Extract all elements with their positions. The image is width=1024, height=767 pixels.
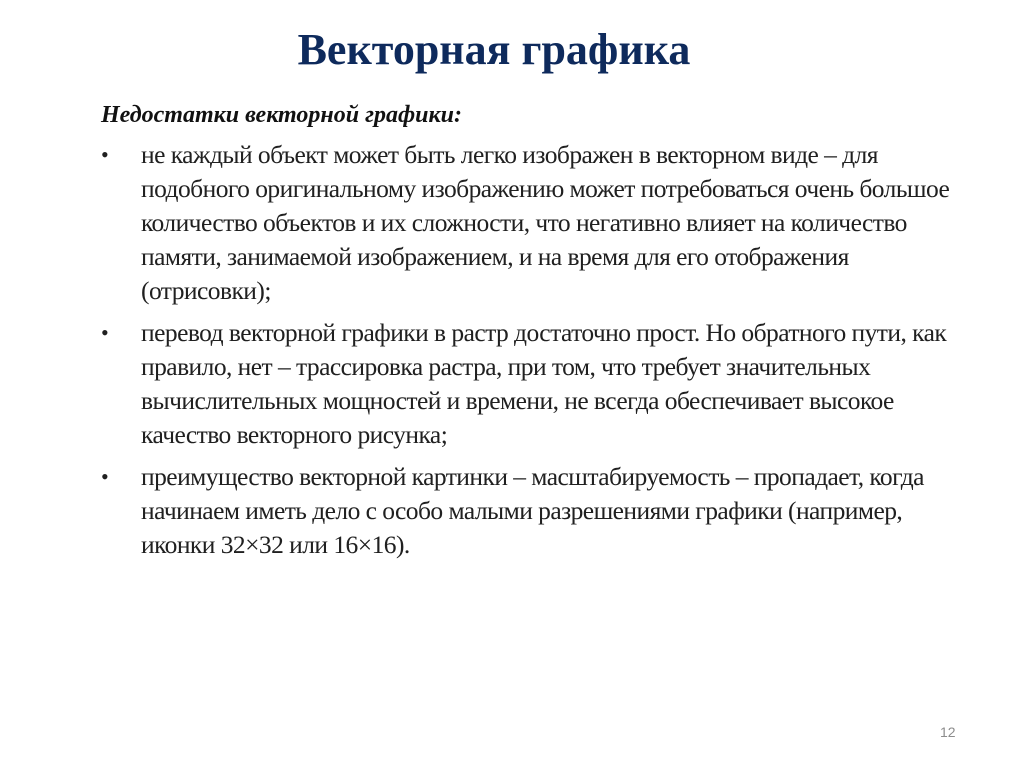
bullet-icon: • [101, 464, 109, 489]
bullet-icon: • [101, 320, 109, 345]
slide-title-text: Векторная графика [297, 25, 691, 74]
page-number: 12 [940, 724, 956, 740]
bullet-item [101, 316, 981, 452]
bullet-item [101, 460, 981, 562]
section-subtitle: Недостатки векторной графики: [101, 102, 462, 128]
bullet-text: перевод векторной графики в растр достаточно прост. Но обратного пути, как правило, нет – трассировка растра, при том, что требует значительных вычислительных мощностей и времени, не всегда обеспечивает высокое качество векторного рисунка; [141, 318, 947, 449]
bullet-text: преимущество векторной картинки – масштабируемость – пропадает, когда начинаем иметь дело с особо малыми разрешениями графики (например, иконки 32×32 или 16×16). [141, 462, 924, 559]
bullet-list [101, 138, 981, 562]
slide-title [0, 24, 1024, 75]
slide-content [101, 98, 981, 570]
bullet-icon: • [101, 142, 109, 167]
bullet-item [101, 138, 981, 308]
bullet-text: не каждый объект может быть легко изображен в векторном виде – для подобного оригинальному изображению может потребоваться очень большое количество объектов и их сложности, что негативно влияет на количество памяти, занимаемой изображением, и на время для его отображения (отрисовки); [141, 140, 950, 305]
